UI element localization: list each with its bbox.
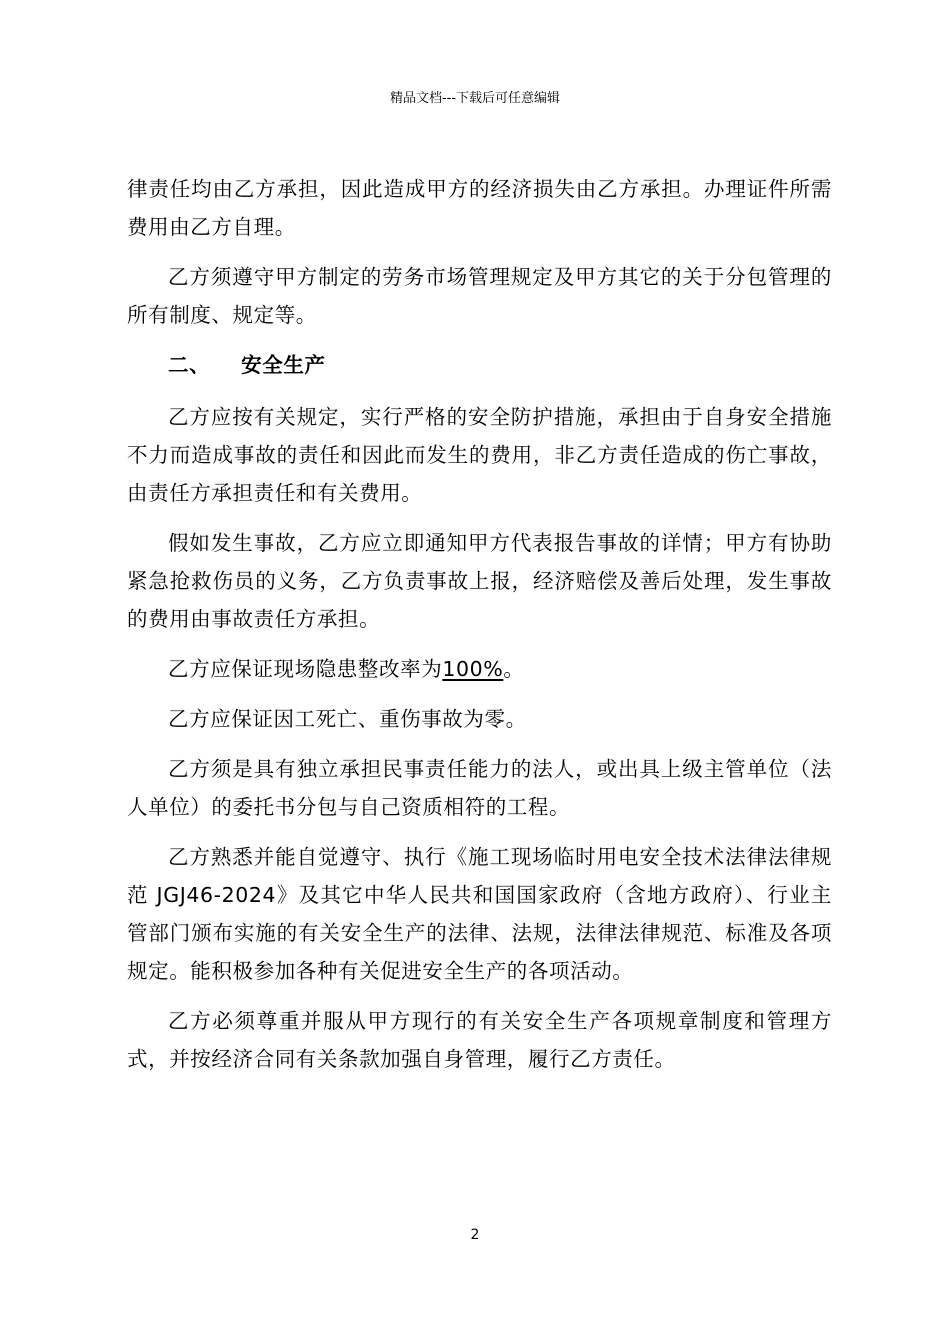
section-title: 安全生产 [241,353,326,377]
paragraph-labor-market-rules: 乙方须遵守甲方制定的劳务市场管理规定及甲方其它的关于分包管理的所有制度、规定等。 [127,265,832,327]
section-heading [127,346,832,384]
hazard-suffix: 。 [503,657,525,681]
paragraph-accident-handling: 假如发生事故，乙方应立即通知甲方代表报告事故的详情；甲方有协助紧急抢救伤员的义务，乙方负责事故上报，经济赔偿及善后处理，发生事故的费用由事故责任方承担。 [127,531,832,631]
paragraph-zero-fatality: 乙方应保证因工死亡、重伤事故为零。 [168,707,527,731]
document-body [127,170,832,1090]
hazard-text: 乙方应保证现场隐患整改率为 [168,657,443,681]
page-number: 2 [470,1227,480,1243]
paragraph-safety-measures: 乙方应按有关规定，实行严格的安全防护措施，承担由于自身安全措施不力而造成事故的责任和因此而发生的费用，非乙方责任造成的伤亡事故，由责任方承担责任和有关费用。 [127,405,832,505]
rectification-rate: 100% [442,657,504,681]
paragraph-regulations-compliance: 乙方熟悉并能自觉遵守、执行《施工现场临时用电安全技术法律法律规范 JGJ46-2024》及其它中华人民共和国国家政府（含地方政府）、行业主管部门颁布实施的有关安全生产的法律、法规，法律法律规范、标准及各项规定。能积极参加各种有关促进安全生产的各项活动。 [127,845,832,983]
section-number: 二、 [168,353,211,377]
page-header: 精品文档---下载后可任意编辑 [389,91,561,106]
paragraph-hazard-rectification [127,650,832,688]
paragraph-continuation: 律责任均由乙方承担，因此造成甲方的经济损失由乙方承担。办理证件所需费用由乙方自理。 [127,177,832,239]
paragraph-obey-rules: 乙方必须尊重并服从甲方现行的有关安全生产各项规章制度和管理方式，并按经济合同有关条款加强自身管理，履行乙方责任。 [127,1009,832,1071]
paragraph-legal-entity: 乙方须是具有独立承担民事责任能力的法人，或出具上级主管单位（法人单位）的委托书分包与自己资质相符的工程。 [127,757,832,819]
